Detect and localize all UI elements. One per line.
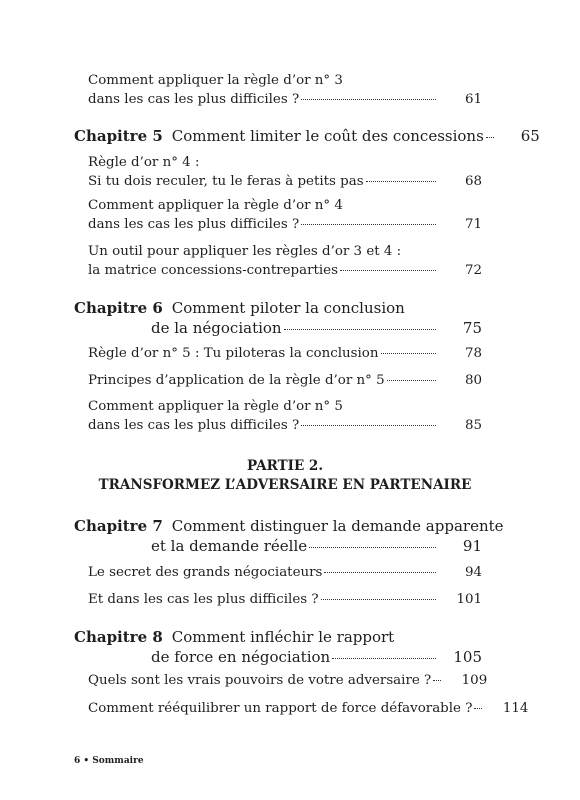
dot-leader: [284, 329, 436, 330]
page-number: 85: [464, 418, 482, 433]
chapter-title: Comment piloter la conclusion: [171, 299, 405, 317]
toc-entry: [88, 196, 482, 234]
dot-leader: [387, 380, 436, 381]
dot-leader: [301, 224, 436, 225]
dot-leader: [366, 181, 436, 182]
page-number: 101: [456, 592, 482, 607]
chapter-title: Comment distinguer la demande apparente: [171, 517, 504, 535]
dot-leader: [321, 599, 436, 600]
toc-entry: [88, 371, 482, 390]
dot-leader: [309, 547, 436, 548]
entry-title-line1: Un outil pour appliquer les règles d’or 3 et 4 :: [88, 244, 402, 259]
chapter-heading: [74, 627, 482, 667]
entry-title-line1: Comment appliquer la règle d’or n° 5: [88, 399, 343, 414]
chapter-title-cont: de force en négociation: [151, 648, 331, 666]
page-number: 94: [464, 565, 482, 580]
dot-leader: [433, 680, 441, 681]
page-number: 72: [464, 263, 482, 278]
dot-leader: [324, 572, 436, 573]
entry-title-line2: dans les cas les plus difficiles ?: [88, 92, 300, 107]
entry-title-line2: dans les cas les plus difficiles ?: [88, 217, 300, 232]
dot-leader: [340, 270, 436, 271]
entry-title: Principes d’application de la règle d’or n° 5: [88, 373, 385, 388]
chapter-title: Comment limiter le coût des concessions: [171, 127, 484, 145]
chapter-heading: [74, 298, 482, 338]
part-heading: [88, 457, 482, 495]
page-number: 114: [502, 701, 529, 716]
page-footer: 6 • Sommaire: [74, 756, 144, 766]
chapter-number: Chapitre 7: [74, 517, 163, 535]
entry-title-line2: la matrice concessions-contreparties: [88, 263, 338, 278]
part-title: TRANSFORMEZ L’ADVERSAIRE EN PARTENAIRE: [98, 477, 472, 493]
toc-entry: [88, 590, 482, 609]
chapter-title: Comment infléchir le rapport: [171, 628, 395, 646]
toc-entry: [88, 671, 488, 690]
chapter-heading: [74, 516, 504, 556]
entry-title-line1: Comment appliquer la règle d’or n° 3: [88, 73, 343, 88]
page-number: 80: [464, 373, 482, 388]
entry-title-line2: dans les cas les plus difficiles ?: [88, 418, 300, 433]
toc-entry: [88, 242, 482, 280]
dot-leader: [301, 99, 436, 100]
entry-title: Quels sont les vrais pouvoirs de votre adversaire ?: [88, 673, 432, 688]
chapter-number: Chapitre 5: [74, 127, 163, 145]
page-number: 75: [462, 319, 482, 337]
page-number: 91: [462, 537, 482, 555]
chapter-number: Chapitre 8: [74, 628, 163, 646]
dot-leader: [474, 708, 482, 709]
page-number: 71: [464, 217, 482, 232]
page-number: 105: [453, 648, 482, 666]
dot-leader: [486, 137, 494, 138]
entry-title-line1: Règle d’or n° 4 :: [88, 155, 200, 170]
dot-leader: [301, 425, 436, 426]
chapter-heading: [74, 126, 540, 146]
page-number: 61: [464, 92, 482, 107]
part-number: PARTIE 2.: [246, 458, 324, 474]
chapter-title-cont: et la demande réelle: [151, 537, 308, 555]
dot-leader: [332, 658, 436, 659]
toc-entry: [88, 699, 529, 718]
entry-title: Comment rééquilibrer un rapport de force défavorable ?: [88, 701, 473, 716]
entry-title-line1: Comment appliquer la règle d’or n° 4: [88, 198, 343, 213]
entry-title: Règle d’or n° 5 : Tu piloteras la conclusion: [88, 346, 379, 361]
dot-leader: [381, 353, 437, 354]
page-number: 65: [520, 127, 540, 145]
page-number: 68: [464, 174, 482, 189]
toc-entry: [88, 563, 482, 582]
entry-title-line2: Si tu dois reculer, tu le feras à petits pas: [88, 174, 364, 189]
toc-entry: [88, 397, 482, 435]
toc-entry: [88, 71, 482, 109]
page-number: 78: [464, 346, 482, 361]
entry-title: Le secret des grands négociateurs: [88, 565, 323, 580]
chapter-title-cont: de la négociation: [151, 319, 282, 337]
toc-entry: [88, 153, 482, 191]
entry-title: Et dans les cas les plus difficiles ?: [88, 592, 319, 607]
chapter-number: Chapitre 6: [74, 299, 163, 317]
page-number: 109: [461, 673, 488, 688]
toc-entry: [88, 344, 482, 363]
